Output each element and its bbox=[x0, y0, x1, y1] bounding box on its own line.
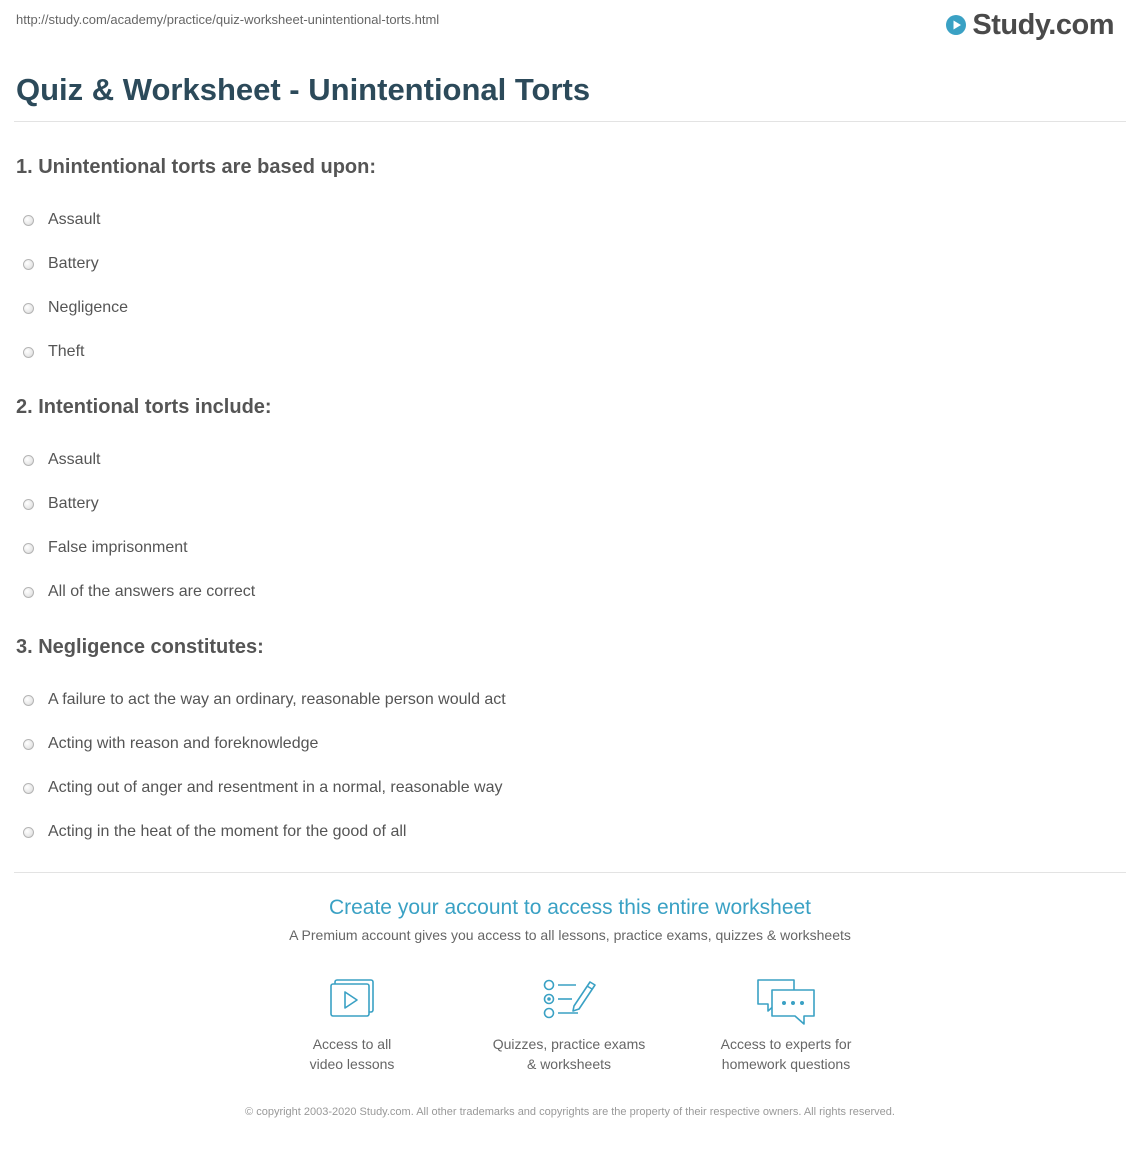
question-text: 3. Negligence constitutes: bbox=[16, 636, 264, 658]
feature-label-line: Access to experts for bbox=[720, 1036, 852, 1052]
radio-button-icon[interactable] bbox=[23, 827, 34, 838]
answer-label: A failure to act the way an ordinary, reasonable person would act bbox=[48, 691, 506, 708]
answer-option[interactable] bbox=[23, 290, 1116, 334]
answer-option[interactable] bbox=[23, 726, 1116, 770]
premium-cta bbox=[0, 894, 1140, 944]
radio-button-icon[interactable] bbox=[23, 499, 34, 510]
radio-button-icon[interactable] bbox=[23, 455, 34, 466]
answer-option[interactable] bbox=[23, 682, 1116, 726]
answer-label: All of the answers are correct bbox=[48, 583, 256, 600]
answer-option[interactable] bbox=[23, 334, 1116, 378]
answer-option[interactable] bbox=[23, 486, 1116, 530]
feature-quizzes bbox=[469, 976, 669, 1074]
feature-video-lessons bbox=[252, 976, 452, 1074]
answer-label: Acting in the heat of the moment for the good of all bbox=[48, 823, 407, 840]
answer-options bbox=[16, 442, 1116, 618]
answer-label: Acting out of anger and resentment in a normal, reasonable way bbox=[48, 779, 503, 796]
radio-button-icon[interactable] bbox=[23, 543, 34, 554]
answer-label: Theft bbox=[48, 343, 85, 360]
answer-label: Battery bbox=[48, 255, 99, 272]
radio-button-icon[interactable] bbox=[23, 783, 34, 794]
radio-button-icon[interactable] bbox=[23, 215, 34, 226]
answer-label: Assault bbox=[48, 211, 101, 228]
feature-label-line: homework questions bbox=[721, 1056, 851, 1072]
feature-label-line: Quizzes, practice exams bbox=[492, 1036, 646, 1052]
answer-option[interactable] bbox=[23, 202, 1116, 246]
cta-title-link[interactable]: Create your account to access this entire worksheet bbox=[328, 896, 812, 919]
page-url[interactable]: http://study.com/academy/practice/quiz-worksheet-unintentional-torts.html bbox=[16, 12, 440, 27]
answer-option[interactable] bbox=[23, 770, 1116, 814]
video-lessons-icon bbox=[326, 976, 378, 1022]
copyright-footer: © copyright 2003-2020 Study.com. All other trademarks and copyrights are the property of their respective owners. All rights reserved. bbox=[245, 1106, 895, 1118]
radio-button-icon[interactable] bbox=[23, 347, 34, 358]
title-divider bbox=[14, 121, 1126, 122]
answer-option[interactable] bbox=[23, 530, 1116, 574]
feature-label bbox=[252, 1034, 452, 1074]
answer-options bbox=[16, 202, 1116, 378]
answer-label: Battery bbox=[48, 495, 99, 512]
study-logo[interactable] bbox=[945, 8, 1114, 42]
quiz-checklist-icon bbox=[540, 976, 598, 1022]
logo-text: Study.com bbox=[972, 8, 1114, 41]
answer-label: Acting with reason and foreknowledge bbox=[48, 735, 319, 752]
answer-label: False imprisonment bbox=[48, 539, 188, 556]
answer-option[interactable] bbox=[23, 246, 1116, 290]
feature-label bbox=[686, 1034, 886, 1074]
page-title: Quiz & Worksheet - Unintentional Torts bbox=[16, 72, 591, 107]
top-bar bbox=[0, 0, 1140, 50]
radio-button-icon[interactable] bbox=[23, 303, 34, 314]
radio-button-icon[interactable] bbox=[23, 587, 34, 598]
answer-options bbox=[16, 682, 1116, 858]
question-2 bbox=[16, 394, 1116, 618]
question-1 bbox=[16, 154, 1116, 378]
radio-button-icon[interactable] bbox=[23, 695, 34, 706]
feature-experts bbox=[686, 976, 886, 1074]
answer-label: Assault bbox=[48, 451, 101, 468]
answer-option[interactable] bbox=[23, 574, 1116, 618]
answer-option[interactable] bbox=[23, 814, 1116, 858]
feature-label-line: & worksheets bbox=[526, 1056, 612, 1072]
feature-label bbox=[469, 1034, 669, 1074]
question-text: 1. Unintentional torts are based upon: bbox=[16, 156, 377, 178]
section-divider bbox=[14, 872, 1126, 873]
radio-button-icon[interactable] bbox=[23, 739, 34, 750]
feature-label-line: Access to all bbox=[312, 1036, 392, 1052]
radio-button-icon[interactable] bbox=[23, 259, 34, 270]
answer-option[interactable] bbox=[23, 442, 1116, 486]
question-text: 2. Intentional torts include: bbox=[16, 396, 272, 418]
play-logo-icon bbox=[945, 14, 967, 36]
cta-subtitle: A Premium account gives you access to all lessons, practice exams, quizzes & worksheets bbox=[289, 927, 851, 943]
question-3 bbox=[16, 634, 1116, 858]
feature-label-line: video lessons bbox=[309, 1056, 395, 1072]
answer-label: Negligence bbox=[48, 299, 129, 316]
chat-bubbles-icon bbox=[754, 976, 818, 1028]
